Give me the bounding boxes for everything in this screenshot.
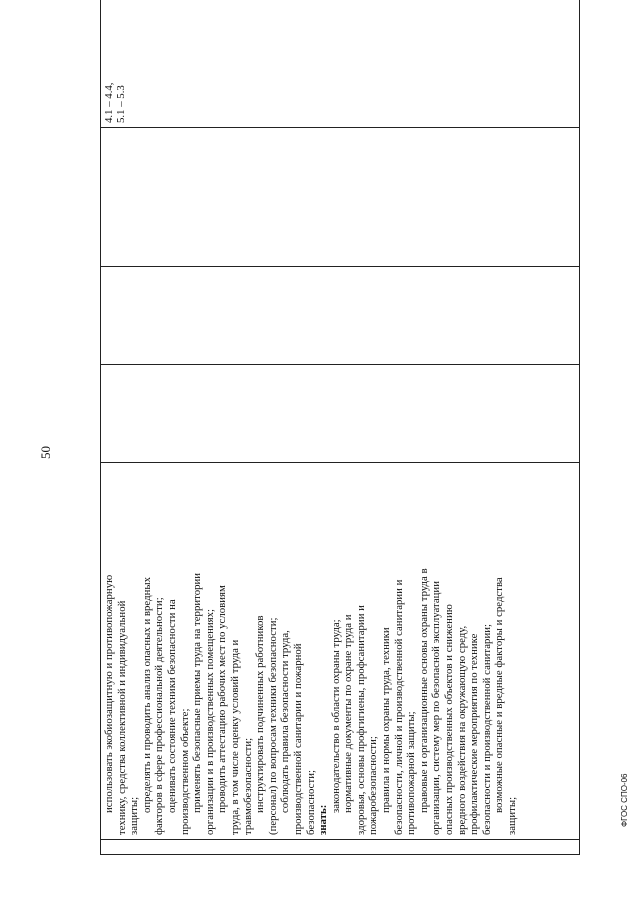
content-line: труда, в том числе оценку условий труда и <box>228 639 241 835</box>
content-line: опасных производственных объектов и снижению <box>443 604 456 835</box>
discipline-cell <box>101 128 580 267</box>
content-line: безопасности, личной и производственной санитарии и <box>392 579 405 835</box>
content-cell <box>101 463 580 840</box>
content-line: (персонал) по вопросам техники безопасности; <box>266 617 279 835</box>
curriculum-table <box>100 0 580 855</box>
content-line: использовать экобиозащитную и противопожарную <box>103 574 115 813</box>
competence-code: 5.1 – 5.3 <box>115 85 127 123</box>
content-line: травмобезопасности; <box>241 737 254 835</box>
content-line: определять и проводить анализ опасных и вредных <box>140 576 153 813</box>
content-line: факторов в сфере профессиональной деятельности; <box>153 597 166 835</box>
content-line: оценивать состояние техники безопасности на <box>165 599 178 813</box>
content-line: профилактические мероприятия по технике <box>468 633 481 835</box>
content-line: применять безопасные приемы труда на территории <box>191 572 204 813</box>
content-line: организации, систему мер по безопасной эксплуатации <box>430 581 443 835</box>
content-line: здоровья, основы профгигиены, профсанитарии и <box>354 605 367 835</box>
content-line: производственном объекте; <box>178 708 191 835</box>
hours-class-cell <box>101 267 580 365</box>
content-line: возможные опасные и вредные факторы и средства <box>493 577 506 813</box>
content-line: противопожарной защиты; <box>405 711 418 835</box>
page-number: 50 <box>38 446 53 459</box>
table-row <box>101 0 580 855</box>
skills-knowledge-text <box>101 463 521 839</box>
competence-code: 4.1 – 4.4, <box>103 82 115 123</box>
content-line: пожаробезопасности; <box>367 736 380 835</box>
content-line: организации и в производственных помещениях; <box>203 608 216 835</box>
hours-max-cell <box>101 365 580 463</box>
competence-codes-cell <box>101 0 580 128</box>
competence-codes <box>101 0 129 127</box>
content-line: защиты; <box>506 796 518 835</box>
content-line: законодательство в области охраны труда; <box>329 619 342 813</box>
content-line: инструктировать подчиненных работников <box>254 615 267 813</box>
content-line: вредного воздействия на окружающую среду, <box>455 625 468 835</box>
content-line: технику, средства коллективной и индивидуальной <box>115 600 128 835</box>
content-line: производственной санитарии и пожарной <box>291 643 304 835</box>
content-line: правовые и организационные основы охраны труда в <box>417 568 430 813</box>
content-line: безопасности; <box>304 770 317 835</box>
content-line: защиты; <box>128 796 141 835</box>
footer-label: ФГОС СПО-06 <box>620 773 629 827</box>
content-line: правила и нормы охраны труда, техники <box>380 627 393 813</box>
content-line: знать: <box>317 804 330 835</box>
content-line: безопасности и производственной санитарии; <box>480 623 493 835</box>
content-line: проводить аттестацию рабочих мест по условиям <box>216 585 229 813</box>
index-cell <box>101 840 580 855</box>
content-line: нормативные документы по охране труда и <box>342 614 355 813</box>
content-line: соблюдать правила безопасности труда, <box>279 630 292 813</box>
